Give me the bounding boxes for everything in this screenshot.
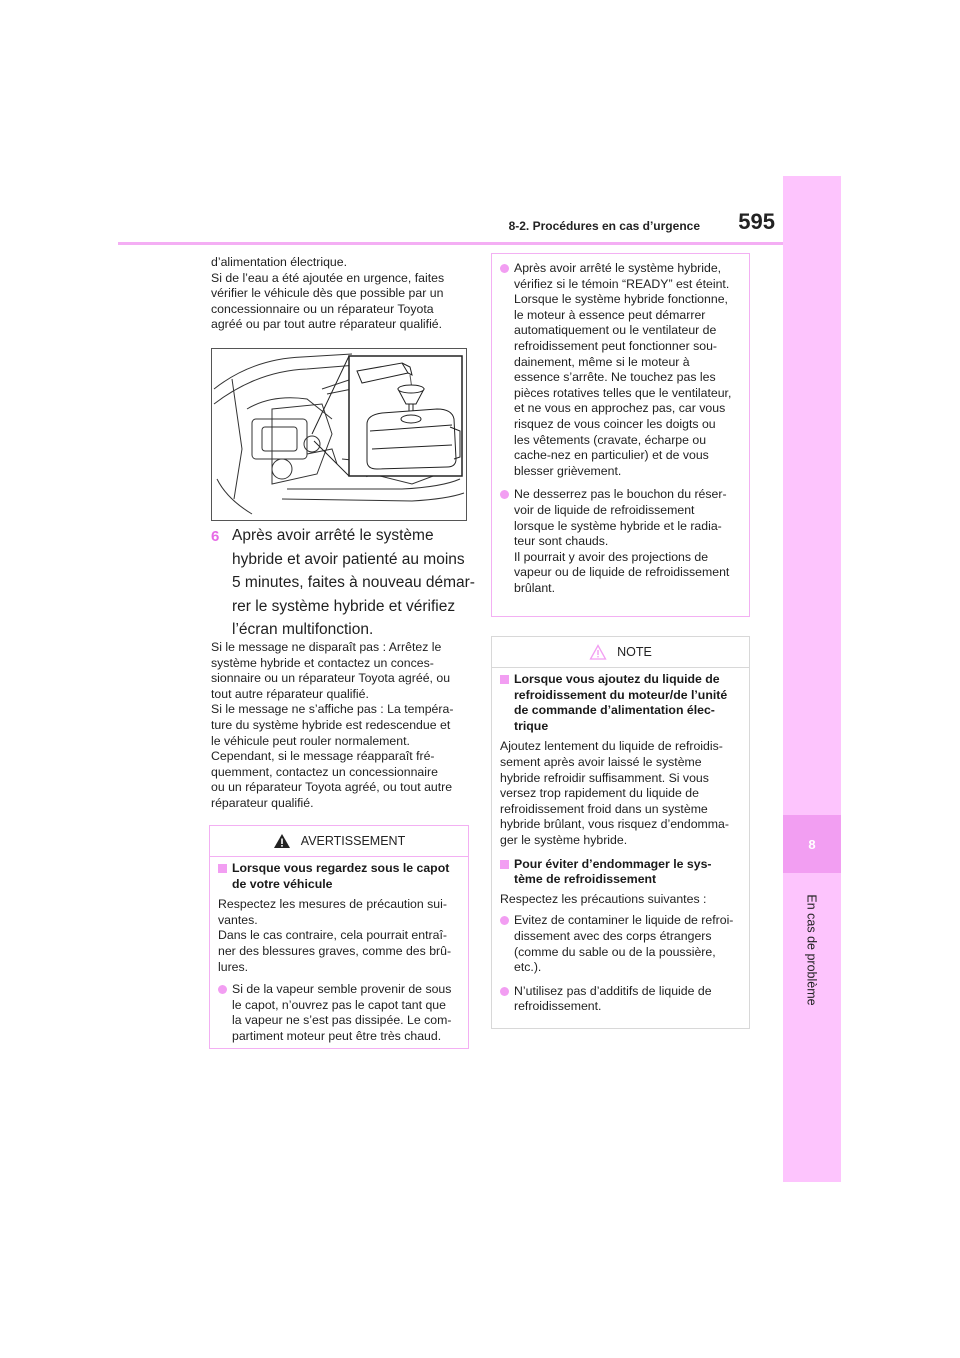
round-bullet-icon bbox=[500, 264, 509, 273]
right-bullet-line: pièces rotatives telles que le ventilateur, bbox=[514, 385, 732, 400]
step-line: Après avoir arrêté le système bbox=[232, 527, 434, 544]
round-bullet-icon bbox=[218, 985, 227, 994]
right-bullet-line: cache-nez en particulier) et de vous bbox=[514, 448, 709, 463]
body-line: réparateur qualifié. bbox=[211, 795, 314, 810]
right-bullet-line: vapeur ou de liquide de refroidissement bbox=[514, 565, 730, 580]
intro-line: concessionnaire ou un réparateur Toyota bbox=[211, 301, 434, 316]
right-bullet-line: lorsque le système hybride et le radia- bbox=[514, 518, 722, 533]
step-number: 6 bbox=[211, 528, 220, 545]
note-heading-line: refroidissement du moteur/de l’unité bbox=[514, 687, 728, 702]
note-body-1 bbox=[500, 739, 741, 848]
note-body-line: Respectez les précautions suivantes : bbox=[500, 891, 707, 906]
note-heading-line: de commande d’alimentation élec- bbox=[514, 703, 715, 718]
warning-heading-line: de votre véhicule bbox=[232, 876, 333, 891]
engine-bay-drawing bbox=[212, 349, 466, 520]
warning-box-header bbox=[210, 826, 468, 857]
note-title: NOTE bbox=[617, 645, 652, 659]
intro-line: d’alimentation électrique. bbox=[211, 255, 348, 269]
square-bullet-icon bbox=[218, 864, 227, 873]
note-body-line: hybride brûlant, vous risquez d’endomma- bbox=[500, 817, 729, 832]
right-bullet-line: brûlant. bbox=[514, 580, 556, 595]
warning-box bbox=[209, 825, 469, 1049]
right-bullet-line: Après avoir arrêté le système hybride, bbox=[514, 261, 722, 275]
note-body-line: Ajoutez lentement du liquide de refroidis- bbox=[500, 739, 723, 754]
right-bullet-line: les vêtements (cravate, écharpe ou bbox=[514, 432, 707, 447]
body-line: sionnaire ou un réparateur Toyota agréé, ou bbox=[211, 671, 451, 686]
right-bullet-line: le moteur à essence peut démarrer bbox=[514, 307, 706, 322]
right-bullet-line: refroidissement peut fonctionner sou- bbox=[514, 338, 718, 353]
step-line: l’écran multifonction. bbox=[232, 621, 374, 638]
warning-bullet-line: Si de la vapeur semble provenir de sous bbox=[232, 982, 452, 997]
body-line: Si le message ne s’affiche pas : La tempéra- bbox=[211, 702, 454, 717]
body-line: le véhicule peut rouler normalement. bbox=[211, 733, 410, 748]
right-bullet-1 bbox=[500, 261, 741, 479]
note-bullet-1 bbox=[500, 913, 741, 975]
right-bullet-line: risquez de vous coincer les doigts ou bbox=[514, 416, 716, 431]
right-bullet-line: Ne desserrez pas le bouchon du réser- bbox=[514, 487, 727, 502]
warning-continuation-box bbox=[491, 253, 750, 617]
page-number: 595 bbox=[738, 209, 775, 234]
warning-bullet-line: la vapeur ne s’est pas dissipée. Le com- bbox=[232, 1013, 452, 1028]
warning-bullet bbox=[218, 982, 460, 1044]
note-box bbox=[491, 636, 750, 1029]
right-bullet-2 bbox=[500, 487, 741, 596]
engine-coolant-illustration bbox=[211, 348, 467, 521]
note-body-line: hybride refroidir suffisamment. Si vous bbox=[500, 770, 709, 785]
step-line: 5 minutes, faites à nouveau démar- bbox=[232, 574, 475, 591]
body-line: Si le message ne disparaît pas : Arrêtez le bbox=[211, 640, 442, 654]
chapter-tab[interactable]: 8 bbox=[783, 815, 841, 873]
note-heading-line: Lorsque vous ajoutez du liquide de bbox=[514, 672, 720, 686]
intro-line: agréé ou par tout autre réparateur qualifié. bbox=[211, 317, 443, 332]
body-line: ou un réparateur Toyota agréé, ou tout autre bbox=[211, 780, 453, 795]
side-tab-strip bbox=[783, 176, 841, 1182]
right-bullet-line: Il pourrait y avoir des projections de bbox=[514, 549, 709, 564]
header-rule bbox=[118, 242, 840, 245]
warning-heading bbox=[218, 861, 460, 892]
intro-line: vérifier le véhicule dès que possible par un bbox=[211, 286, 444, 301]
body-line: ture du système hybride est redescendue et bbox=[211, 717, 451, 732]
note-bullet-line: dissement avec des corps étrangers bbox=[514, 928, 712, 943]
warning-title: AVERTISSEMENT bbox=[300, 834, 406, 848]
right-bullet-line: teur sont chauds. bbox=[514, 534, 609, 549]
section-title: 8-2. Procédures en cas d’urgence bbox=[508, 219, 700, 233]
note-bullet-line: (comme du sable ou de la poussière, bbox=[514, 944, 716, 959]
step-line: rer le système hybride et vérifiez bbox=[232, 597, 456, 615]
note-heading-line: Pour éviter d’endommager le sys- bbox=[514, 856, 712, 871]
round-bullet-icon bbox=[500, 490, 509, 499]
body-paragraph bbox=[211, 640, 453, 812]
body-line: système hybride et contactez un conces- bbox=[211, 655, 434, 670]
warning-body-line: vantes. bbox=[218, 912, 258, 927]
note-heading-line: tème de refroidissement bbox=[514, 872, 657, 887]
note-heading-2 bbox=[500, 857, 741, 888]
note-bullet-line: refroidissement. bbox=[514, 999, 602, 1014]
right-bullet-line: dainement, même si le moteur à bbox=[514, 354, 690, 369]
note-body-line: ger le système hybride. bbox=[500, 832, 628, 847]
round-bullet-icon bbox=[500, 916, 509, 925]
warning-heading-line: Lorsque vous regardez sous le capot bbox=[232, 861, 450, 875]
warning-bullet-line: partiment moteur peut être très chaud. bbox=[232, 1028, 442, 1043]
warning-body-line: lures. bbox=[218, 959, 249, 974]
chapter-label bbox=[786, 885, 838, 1015]
right-bullet-line: voir de liquide de refroidissement bbox=[514, 502, 695, 517]
square-bullet-icon bbox=[500, 675, 509, 684]
caution-outline-icon bbox=[589, 644, 607, 660]
round-bullet-icon bbox=[500, 987, 509, 996]
right-bullet-line: blesser grièvement. bbox=[514, 463, 622, 478]
right-bullet-line: essence s’arrête. Ne touchez pas les bbox=[514, 370, 716, 385]
step-text bbox=[232, 524, 475, 642]
note-bullet-2 bbox=[500, 984, 741, 1015]
note-body-line: refroidissement froid dans un système bbox=[500, 801, 708, 816]
square-bullet-icon bbox=[500, 860, 509, 869]
note-bullet-line: etc.). bbox=[514, 960, 542, 975]
warning-body bbox=[218, 897, 460, 975]
step-line: hybride et avoir patienté au moins bbox=[232, 550, 465, 568]
body-line: Cependant, si le message réapparaît fré- bbox=[211, 749, 435, 764]
warning-body-line: ner des blessures graves, comme des brû- bbox=[218, 943, 452, 958]
right-bullet-line: Lorsque le système hybride fonctionne, bbox=[514, 292, 728, 307]
body-line: tout autre réparateur qualifié. bbox=[211, 686, 369, 701]
intro-paragraph bbox=[211, 255, 444, 333]
note-body-2 bbox=[500, 892, 741, 908]
note-heading-1 bbox=[500, 672, 741, 734]
warning-triangle-icon bbox=[273, 833, 291, 849]
note-body-line: versez trop rapidement du liquide de bbox=[500, 786, 699, 801]
right-bullet-line: vérifiez si le témoin “READY” est éteint. bbox=[514, 276, 730, 291]
note-body-line: sement après avoir laissé le système bbox=[500, 754, 702, 769]
note-box-header bbox=[492, 637, 749, 668]
body-line: quemment, contactez un concessionnaire bbox=[211, 764, 438, 779]
right-bullet-line: automatiquement ou le ventilateur de bbox=[514, 323, 717, 338]
right-bullet-line: et ne vous en approchez pas, car vous bbox=[514, 401, 726, 416]
intro-line: Si de l’eau a été ajoutée en urgence, faites bbox=[211, 270, 445, 285]
note-heading-line: trique bbox=[514, 718, 549, 733]
note-bullet-line: Evitez de contaminer le liquide de refroi- bbox=[514, 913, 734, 928]
warning-body-line: Respectez les mesures de précaution sui- bbox=[218, 897, 447, 912]
note-bullet-line: N’utilisez pas d’additifs de liquide de bbox=[514, 983, 712, 998]
warning-body-line: Dans le cas contraire, cela pourrait entraî- bbox=[218, 928, 447, 943]
chapter-label-text: En cas de problème bbox=[805, 894, 819, 1006]
warning-bullet-line: le capot, n’ouvrez pas le capot tant que bbox=[232, 997, 446, 1012]
